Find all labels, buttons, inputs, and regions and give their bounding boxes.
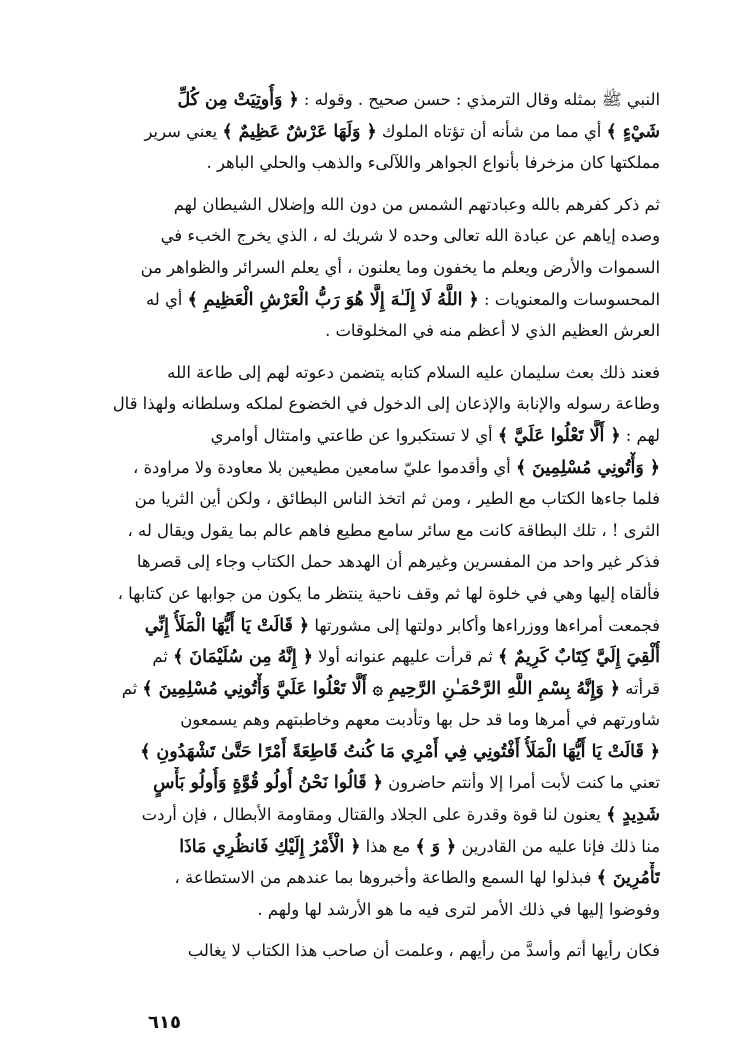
text-segment: ثم ذكر كفرهم بالله وعبادتهم الشمس من دون الله وإضلال الشيطان لهم (173, 194, 660, 214)
text-line (82, 673, 660, 705)
quran-verse: ﴿ وَإِنَّهُ بِسْمِ اللَّهِ الرَّحْمَـٰنِ الرَّحِيمِ ۞ أَلَّا تَعْلُوا عَلَيَّ وَأْتُونِي مُسْلِمِينَ ﴾ (142, 678, 620, 699)
text-line (82, 862, 660, 894)
quran-verse: ﴿ وَ ﴾ (415, 836, 457, 857)
text-line (82, 578, 660, 610)
text-line (82, 483, 660, 515)
text-segment: لهم : (620, 425, 660, 445)
text-segment: مملكتها كان مزخرفا بأنواع الجواهر واللآلىء والذهب والحلي الباهر . (206, 153, 660, 173)
text-segment: فجمعت أمراءها ووزراءها وأكابر دولتها إلى مشورتها (309, 615, 660, 635)
quran-verse: ﴿ وَلَهَا عَرْشٌ عَظِيمٌ ﴾ (222, 121, 377, 142)
text-segment: ثم قرأت عليهم عنوانه أولا (312, 647, 499, 667)
quran-verse: ﴿ أَلَّا تَعْلُوا عَلَيَّ ﴾ (497, 425, 621, 446)
text-line (82, 189, 660, 221)
quran-verse: ﴿ اللَّهُ لَا إِلَـٰهَ إِلَّا هُوَ رَبُّ الْعَرْشِ الْعَظِيمِ ﴾ (187, 289, 479, 310)
text-segment: العرش العظيم الذي لا أعظم منه في المخلوقات . (325, 321, 660, 341)
page-body (82, 84, 660, 1004)
quran-verse: ﴿ قَالَتْ يَا أَيُّهَا الْمَلَأُ أَفْتُونِي فِي أَمْرِي مَا كُنتُ قَاطِعَةً أَمْرًا حَتَّىٰ تَشْهَدُونِ ﴾ (140, 741, 660, 762)
text-line (82, 736, 660, 768)
text-line (82, 546, 660, 578)
quran-verse: ﴿ قَالُوا نَحْنُ أُولُو قُوَّةٍ وَأُولُو بَأْسٍ (153, 773, 383, 794)
text-segment: مع هذا (360, 836, 416, 856)
text-line (82, 641, 660, 673)
paragraph (82, 357, 660, 926)
paragraph (82, 935, 660, 967)
text-segment: شاورتهم في أمرها وما قد حل بها وتأدبت معهم وخاطبتهم وهم يسمعون (180, 710, 660, 730)
quran-verse: ﴿ وَأُوتِيَتْ مِن كُلِّ (177, 90, 299, 110)
text-line (82, 357, 660, 389)
text-segment: وصده إياهم عن عبادة الله تعالى وحده لا شريك له ، الذي يخرج الخبء في (160, 226, 660, 246)
paragraph (82, 189, 660, 347)
quran-verse: ﴿ الْأَمْرُ إِلَيْكِ فَانظُرِي مَاذَا (179, 836, 361, 857)
text-line (82, 610, 660, 642)
text-line (82, 388, 660, 420)
text-segment: ثم (121, 678, 143, 698)
text-segment: الثرى ! ، تلك البطاقة كانت مع سائر سامع مطيع فاهم عالم بما يقول ويقال له ، (127, 520, 660, 540)
text-line (82, 935, 660, 967)
text-line (82, 894, 660, 926)
quran-verse: تَأْمُرِينَ ﴾ (596, 868, 660, 889)
text-line (82, 452, 660, 484)
quran-verse: أُلْقِيَ إِلَيَّ كِتَابٌ كَرِيمٌ ﴾ (498, 647, 660, 668)
quran-verse: شَيْءٍ ﴾ (606, 121, 660, 142)
text-line (82, 767, 660, 799)
quran-verse: ﴿ وَأْتُونِي مُسْلِمِينَ ﴾ (515, 457, 660, 478)
text-segment: فعند ذلك بعث سليمان عليه السلام كتابه يتضمن دعوته لهم إلى طاعة الله (167, 362, 660, 382)
text-line (82, 831, 660, 863)
text-segment: وطاعة رسوله والإنابة والإذعان إلى الدخول في الخضوع لملكه وسلطانه ولهذا قال (112, 394, 660, 414)
text-segment: وفوضوا إليها في ذلك الأمر لترى فيه ما هو الأرشد لها ولهم . (257, 899, 660, 919)
quran-verse: شَدِيدٍ ﴾ (606, 805, 660, 826)
text-segment: أي مما من شأنه أن تؤتاه الملوك (376, 121, 607, 141)
text-line (82, 252, 660, 284)
text-segment: ثم (152, 647, 174, 667)
text-segment: فألقاه إليها وهي في خلوة لها ثم وقف ناحية ينتظر ما يكون من جوابها عن كتابها ، (117, 583, 660, 603)
text-segment: أي وأقدموا عليّ سامعين مطيعين بلا معاودة ولا مراودة ، (132, 457, 516, 477)
text-segment: النبي ﷺ بمثله وقال الترمذي : حسن صحيح . وقوله : (298, 90, 660, 109)
text-line (82, 420, 660, 452)
text-line (82, 799, 660, 831)
paragraph (82, 84, 660, 179)
text-line (82, 284, 660, 316)
text-line (82, 220, 660, 252)
text-segment: يعنون لنا قوة وقدرة على الجلاد والقتال ومقاومة الأبطال ، فإن أردت (141, 805, 607, 825)
text-segment: فبذلوا لها السمع والطاعة وأخبروها بما عندهم من الاستطاعة ، (174, 868, 597, 888)
text-segment: أي له (145, 289, 188, 309)
text-segment: فكان رأيها أتم وأسدَّ من رأيهم ، وعلمت أن صاحب هذا الكتاب لا يغالب (187, 941, 660, 961)
page-number: ٦١٥ (148, 1012, 181, 1033)
quran-verse: ﴿ قَالَتْ يَا أَيُّهَا الْمَلَأُ إِنِّي (144, 615, 310, 636)
text-line (82, 315, 660, 347)
quran-verse: ﴿ إِنَّهُ مِن سُلَيْمَانَ ﴾ (173, 647, 313, 668)
text-segment: منا ذلك فإنا عليه من القادرين (456, 836, 660, 856)
text-segment: السموات والأرض ويعلم ما يخفون وما يعلنون ، أي يعلم السرائر والظواهر من (140, 257, 660, 277)
text-segment: أي لا تستكبروا عن طاعتي وامتثال أوامري (210, 425, 498, 445)
text-line (82, 515, 660, 547)
text-line (82, 116, 660, 148)
text-line (82, 84, 660, 116)
text-segment: المحسوسات والمعنويات : (478, 289, 660, 309)
text-line (82, 704, 660, 736)
text-segment: يعني سرير (144, 121, 223, 141)
text-segment: فلما جاءها الكتاب مع الطير ، ومن ثم اتخذ الناس البطائق ، ولكن أين الثريا من (134, 489, 660, 509)
text-segment: فذكر غير واحد من المفسرين وغيرهم أن الهدهد حمل الكتاب وجاء إلى قصرها (136, 552, 660, 572)
text-segment: تعني ما كنت لأبت أمرا إلا وأنتم حاضرون (382, 773, 660, 793)
text-segment: قرأته (620, 678, 660, 698)
text-line (82, 147, 660, 179)
